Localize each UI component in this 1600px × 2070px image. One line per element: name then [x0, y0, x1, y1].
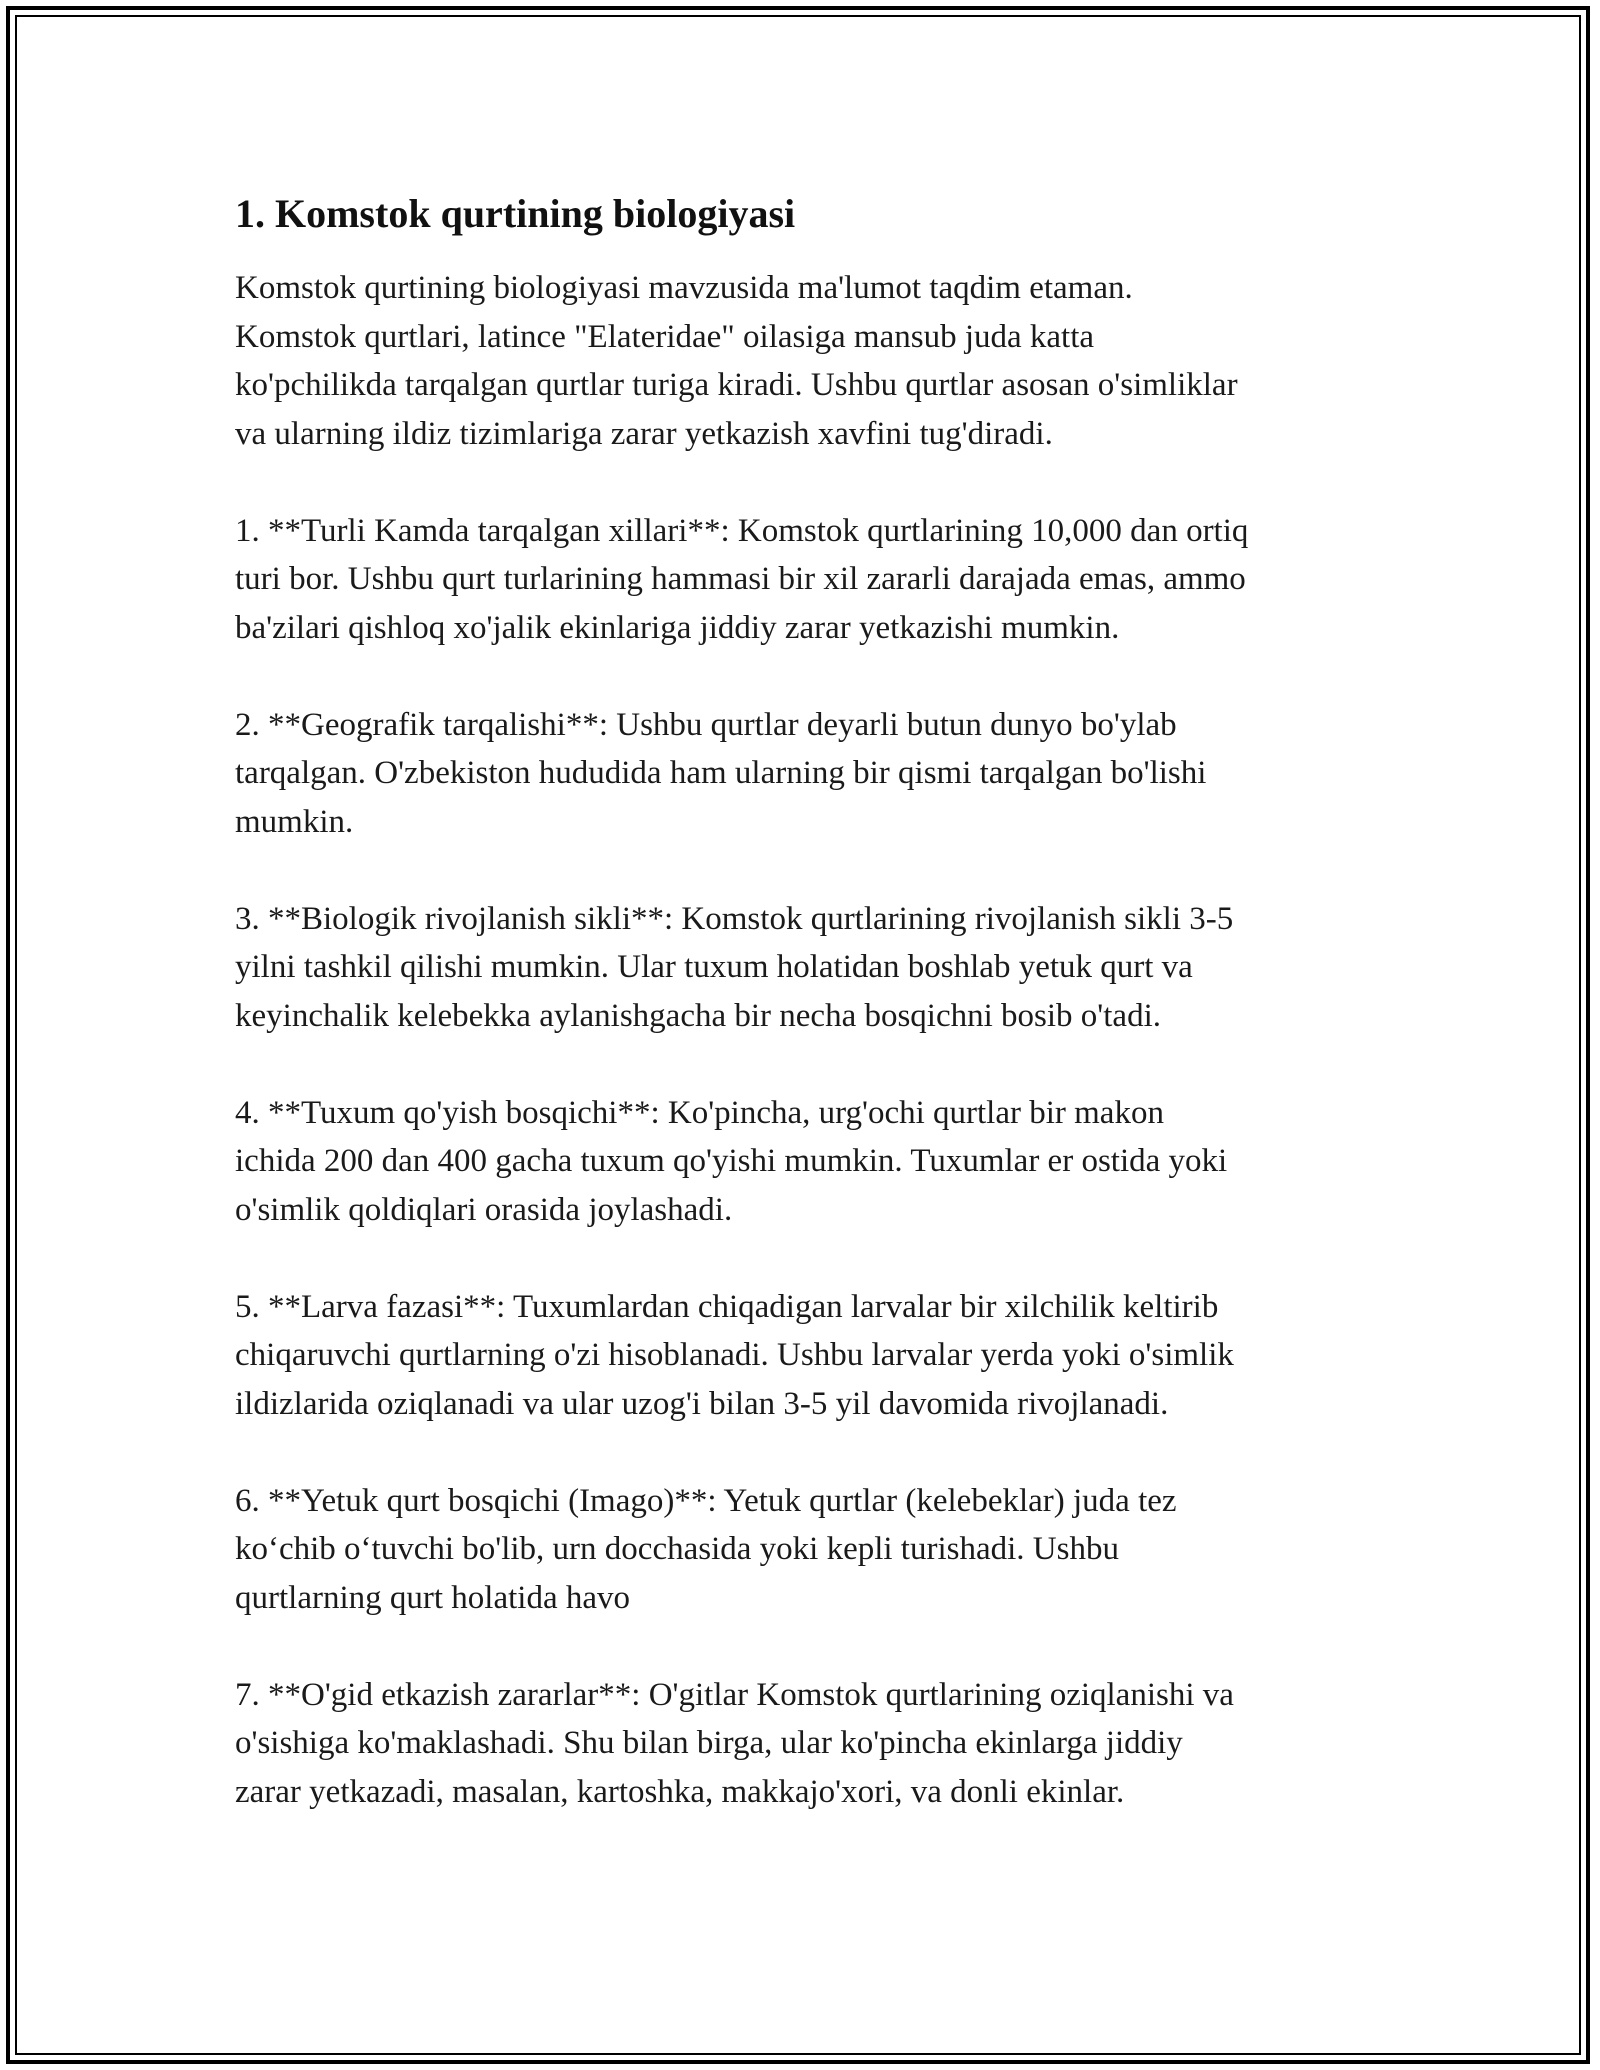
intro-paragraph: Komstok qurtining biologiyasi mavzusida ma'lumot taqdim etaman. Komstok qurtlari, latince "Elateridae" oilasiga mansub juda katta ko'pchilikda tarqalgan qurtlar turiga kiradi. Ushbu qurtlar asosan o'simliklar va ularning ildiz tizimlariga zarar yetkazish xavfini tug'diradi. [235, 270, 1238, 452]
list-item-5: 5. **Larva fazasi**: Tuxumlardan chiqadigan larvalar bir xilchilik keltirib chiqaruvchi qurtlarning o'zi hisoblanadi. Ushbu larvalar yerda yoki o'simlik ildizlarida oziqlanadi va ular uzog'i bilan 3-5 yil davomida rivojlanadi. [235, 1288, 1234, 1422]
list-item-7: 7. **O'gid etkazish zararlar**: O'gitlar Komstok qurtlarining oziqlanishi va o'sishiga ko'maklashadi. Shu bilan birga, ular ko'pincha ekinlarga jiddiy zarar yetkazadi, masalan, kartoshka, makkajo'xori, va donli ekinlar. [235, 1676, 1234, 1810]
list-item-1: 1. **Turli Kamda tarqalgan xillari**: Komstok qurtlarining 10,000 dan ortiq turi bor. Ushbu qurt turlarining hammasi bir xil zararli darajada emas, ammo ba'zilari qishloq xo'jalik ekinlariga jiddiy zarar yetkazishi mumkin. [235, 512, 1249, 646]
document-body [235, 186, 1375, 1865]
list-item-3: 3. **Biologik rivojlanish sikli**: Komstok qurtlarining rivojlanish sikli 3-5 yilni tashkil qilishi mumkin. Ular tuxum holatidan boshlab yetuk qurt va keyinchalik kelebekka aylanishgacha bir necha bosqichni bosib o'tadi. [235, 900, 1234, 1034]
list-item-2: 2. **Geografik tarqalishi**: Ushbu qurtlar deyarli butun dunyo bo'ylab tarqalgan. O'zbekiston hududida ham ularning bir qismi tarqalgan bo'lishi mumkin. [235, 706, 1207, 840]
document-title: 1. Komstok qurtining biologiyasi [235, 191, 796, 236]
list-item-6: 6. **Yetuk qurt bosqichi (Imago)**: Yetuk qurtlar (kelebeklar) juda tez ko‘chib o‘tuvchi bo'lib, urn docchasida yoki kepli turishadi. Ushbu qurtlarning qurt holatida havo [235, 1482, 1177, 1616]
list-item-4: 4. **Tuxum qo'yish bosqichi**: Ko'pincha, urg'ochi qurtlar bir makon ichida 200 dan 400 gacha tuxum qo'yishi mumkin. Tuxumlar er ostida yoki o'simlik qoldiqlari orasida joylashadi. [235, 1094, 1228, 1228]
